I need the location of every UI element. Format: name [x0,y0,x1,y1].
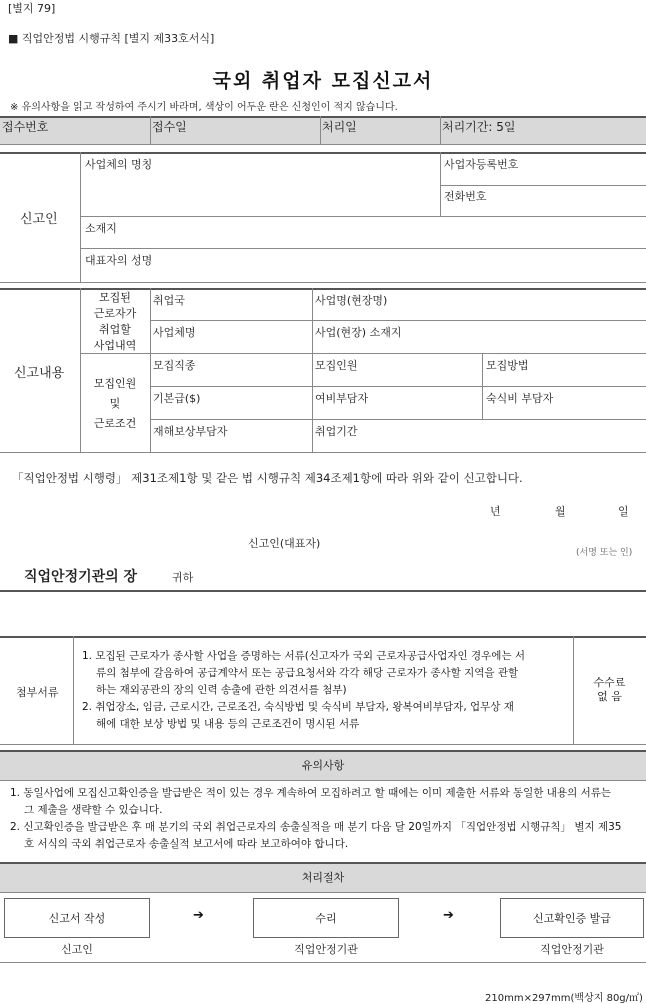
method-label: 모집방법 [486,359,529,372]
paper-spec: 210mm×297mm(백상지 80g/㎡) [485,993,643,1004]
condition-group-line: 근로조건 [93,417,137,430]
accident-compensation-label: 재해보상부담자 [153,425,228,438]
receipt-date-label: 접수일 [152,120,187,134]
representative-label: 대표자의 성명 [85,254,153,267]
fee-label [573,676,646,704]
arrow-icon: ➔ [443,908,454,923]
business-group-line: 사업내역 [93,339,137,352]
process-period-label: 처리기간: 5일 [442,120,516,134]
step-write-form [4,898,150,938]
condition-group-line: 모집인원 [93,377,137,390]
step-issue-certificate [500,898,644,938]
business-name-label: 사업체의 명칭 [85,158,153,171]
attachments-label: 첨부서류 [16,686,59,699]
declaration-text: 「직업안정법 시행령」 제31조제1항 및 같은 법 시행규칙 제34조제1항에 따라 위와 같이 신고합니다. [12,471,523,485]
attachments-list [82,648,570,733]
notes-header [0,750,646,780]
reporter-section-label: 신고인 [20,212,58,227]
attachment-line: 1. 모집된 근로자가 종사할 사업을 증명하는 서류(신고자가 국외 근로자공급사업자인 경우에는 서 [82,650,526,662]
signature-note: (서명 또는 인) [576,548,633,558]
note-line: 그 제출을 생략할 수 있습니다. [24,804,163,816]
recipient-label: 직업안정기관의 장 [24,569,138,585]
step-label: 신고서 작성 [48,912,106,925]
step-actor: 직업안정기관 [540,943,604,956]
condition-group-line: 및 [109,397,121,410]
headcount-label: 모집인원 [315,359,358,372]
month-label: 월 [555,505,566,518]
fee-line: 없 음 [597,690,622,703]
content-section-label: 신고내용 [14,366,65,381]
base-salary-label: 기본급($) [153,392,201,405]
procedure-header-label: 처리절차 [301,871,345,884]
attachment-line: 해에 대한 보상 방법 및 내용 등의 근로조건이 명시된 서류 [96,718,360,730]
job-type-label: 모집직종 [153,359,196,372]
fee-line: 수수료 [593,676,626,689]
lodging-cost-label: 숙식비 부담자 [486,392,554,405]
project-name-label: 사업명(현장명) [315,294,388,307]
note-line: 2. 신고확인증을 발급받은 후 매 분기의 국외 취업근로자의 송출실적을 매 분기 다음 달 20일까지 「직업안정법 시행규칙」 별지 제35 [10,821,622,833]
procedure-header [0,862,646,892]
note-line: 호 서식의 국외 취업근로자 송출실적 보고서에 따라 보고하여야 합니다. [24,838,349,850]
receipt-number-label: 접수번호 [2,120,49,134]
business-group-line: 모집된 [99,291,131,304]
site-address-label: 사업(현장) 소재지 [315,326,402,339]
page-title: 국외 취업자 모집신고서 [212,70,434,92]
year-label: 년 [490,505,501,518]
step-label: 수리 [315,912,337,925]
notes-list [10,785,640,853]
travel-cost-label: 여비부담자 [315,392,369,405]
registration-number-label: 사업자등록번호 [444,158,519,171]
notes-header-label: 유의사항 [301,759,345,772]
employment-period-label: 취업기간 [315,425,358,438]
honorific-label: 귀하 [172,571,194,584]
attachment-line: 하는 재외공관의 장의 인력 송출에 관한 의견서를 첨부) [96,684,347,696]
step-acceptance [253,898,399,938]
step-actor: 신고인 [61,943,93,956]
instruction-note: ※ 유의사항을 읽고 작성하여 주시기 바라며, 색상이 어두운 란은 신청인이 적지 않습니다. [10,102,398,113]
signer-label: 신고인(대표자) [248,537,321,550]
process-date-label: 처리일 [322,120,357,134]
step-actor: 직업안정기관 [294,943,358,956]
annex-number: [별지 79] [8,2,56,15]
attachment-line: 2. 취업장소, 임금, 근로시간, 근로조건, 숙식방법 및 숙식비 부담자, 왕복여비부담자, 업무상 재 [82,701,514,713]
attachment-line: 류의 첨부에 갈음하여 공급계약서 또는 공급요청서와 각각 해당 근로자가 종사할 지역을 관할 [96,667,519,679]
regulation-label: ■ 직업안정법 시행규칙 [별지 제33호서식] [8,32,215,45]
phone-label: 전화번호 [444,190,487,203]
note-line: 1. 동일사업에 모집신고확인증을 발급받은 적이 있는 경우 계속하여 모집하려고 할 때에는 이미 제출한 서류와 동일한 내용의 서류는 [10,787,611,799]
arrow-icon: ➔ [193,908,204,923]
day-label: 일 [618,505,629,518]
address-label: 소재지 [85,222,117,235]
country-label: 취업국 [153,294,185,307]
business-group-line: 근로자가 [93,307,137,320]
company-label: 사업체명 [153,326,196,339]
business-group-line: 취업할 [99,323,131,336]
step-label: 신고확인증 발급 [533,912,611,925]
condition-group-label [80,374,150,434]
business-group-label [80,290,150,354]
